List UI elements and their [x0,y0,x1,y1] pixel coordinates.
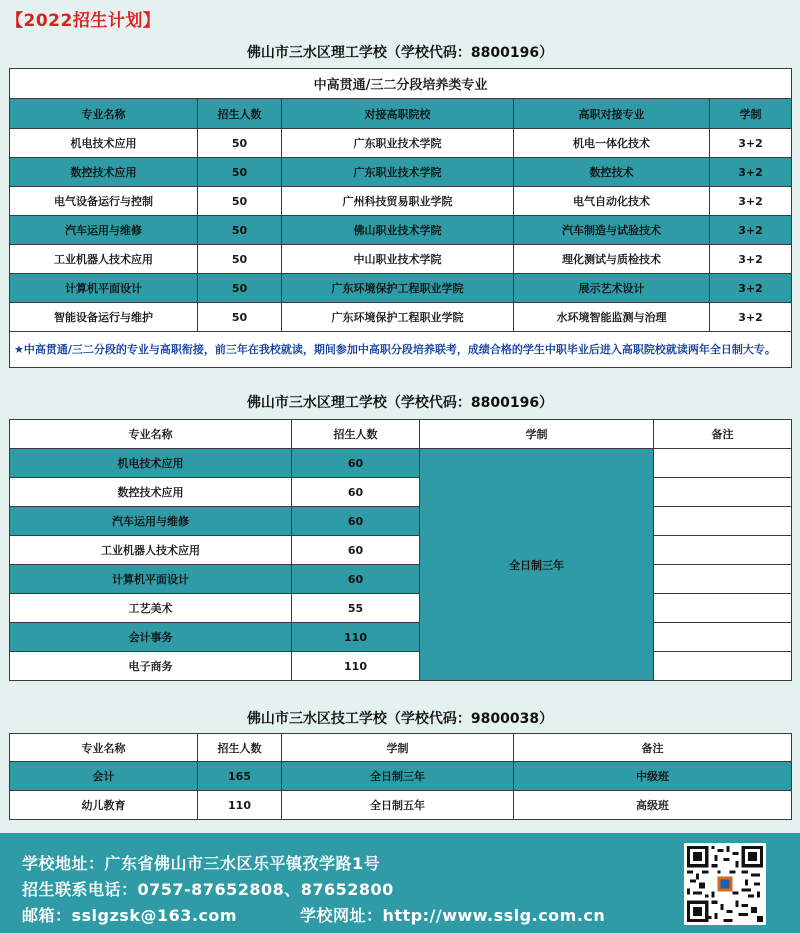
cell-duration: 3+2 [710,274,792,303]
table-row [10,507,792,536]
cell-duration: 3+2 [710,187,792,216]
table-row [10,158,792,187]
cell-remarks [654,536,792,565]
cell-enrollment: 60 [292,565,420,594]
section1-table [9,68,792,368]
cell-remarks [654,565,792,594]
cell-partner-major: 水环境智能监测与治理 [514,303,710,332]
col-header-enrollment: 招生人数 [198,734,282,762]
cell-enrollment: 50 [198,129,282,158]
cell-duration: 全日制五年 [282,791,514,820]
cell-college: 中山职业技术学院 [282,245,514,274]
table-row [10,216,792,245]
contact-email: 邮箱：sslgzsk@163.com [22,906,238,925]
col-header-duration: 学制 [420,420,654,449]
cell-remarks [654,449,792,478]
table-row [10,449,792,478]
cell-enrollment: 55 [292,594,420,623]
cell-enrollment: 50 [198,303,282,332]
cell-enrollment: 50 [198,274,282,303]
cell-enrollment: 60 [292,449,420,478]
table-row [10,594,792,623]
cell-duration: 3+2 [710,158,792,187]
col-header-partner-college: 对接高职院校 [282,99,514,129]
col-header-remarks: 备注 [514,734,792,762]
cell-remarks [654,652,792,681]
cell-major: 汽车运用与维修 [10,507,292,536]
cell-major: 机电技术应用 [10,129,198,158]
cell-partner-major: 电气自动化技术 [514,187,710,216]
cell-partner-major: 理化测试与质检技术 [514,245,710,274]
cell-major: 计算机平面设计 [10,274,198,303]
footer-contact-panel [0,833,800,933]
cell-duration: 3+2 [710,303,792,332]
cell-enrollment: 110 [292,623,420,652]
cell-remarks: 高级班 [514,791,792,820]
cell-enrollment: 60 [292,507,420,536]
col-header-duration: 学制 [710,99,792,129]
school-website[interactable]: 学校网址：http://www.sslg.com.cn [300,906,606,925]
cell-partner-major: 展示艺术设计 [514,274,710,303]
cell-major: 工业机器人技术应用 [10,245,198,274]
section3-table [9,733,792,820]
cell-college: 广东环境保护工程职业学院 [282,274,514,303]
cell-major: 计算机平面设计 [10,565,292,594]
section3-school-heading: 佛山市三水区技工学校（学校代码：9800038） [246,711,554,727]
cell-duration: 3+2 [710,216,792,245]
col-header-duration: 学制 [282,734,514,762]
cell-partner-major: 汽车制造与试验技术 [514,216,710,245]
cell-partner-major: 机电一体化技术 [514,129,710,158]
cell-college: 佛山职业技术学院 [282,216,514,245]
cell-major: 工艺美术 [10,594,292,623]
cell-major: 数控技术应用 [10,478,292,507]
cell-college: 广东职业技术学院 [282,158,514,187]
cell-duration: 3+2 [710,245,792,274]
contact-phone: 招生联系电话：0757-87652808、87652800 [22,880,394,899]
cell-major: 电气设备运行与控制 [10,187,198,216]
table-row [10,478,792,507]
cell-enrollment: 50 [198,245,282,274]
cell-college: 广东环境保护工程职业学院 [282,303,514,332]
col-header-partner-major: 高职对接专业 [514,99,710,129]
cell-enrollment: 50 [198,187,282,216]
cell-major: 电子商务 [10,652,292,681]
cell-enrollment: 165 [198,762,282,791]
table-row [10,565,792,594]
school-address: 学校地址：广东省佛山市三水区乐平镇孜学路1号 [22,854,381,873]
cell-enrollment: 110 [198,791,282,820]
cell-major: 幼儿教育 [10,791,198,820]
cell-enrollment: 60 [292,478,420,507]
cell-major: 会计 [10,762,198,791]
table-row [10,791,792,820]
cell-remarks [654,507,792,536]
table-row [10,762,792,791]
section2-school-heading: 佛山市三水区理工学校（学校代码：8800196） [246,395,554,411]
cell-college: 广东职业技术学院 [282,129,514,158]
table-row [10,187,792,216]
cell-enrollment: 50 [198,158,282,187]
table-row [10,623,792,652]
qr-code-icon[interactable] [684,843,766,925]
cell-enrollment: 110 [292,652,420,681]
table-row [10,303,792,332]
cell-remarks [654,594,792,623]
table-row [10,245,792,274]
merged-duration-cell: 全日制三年 [420,449,654,681]
cell-major: 会计事务 [10,623,292,652]
col-header-enrollment: 招生人数 [292,420,420,449]
cell-enrollment: 60 [292,536,420,565]
col-header-remarks: 备注 [654,420,792,449]
cell-duration: 全日制三年 [282,762,514,791]
cell-college: 广州科技贸易职业学院 [282,187,514,216]
section1-footnote: ★中高贯通/三二分段的专业与高职衔接，前三年在我校就读，期间参加中高职分段培养联考，成绩合格的学生中职毕业后进入高职院校就读两年全日制大专。 [10,332,792,368]
cell-enrollment: 50 [198,216,282,245]
section1-school-heading: 佛山市三水区理工学校（学校代码：8800196） [246,45,554,61]
table-row [10,652,792,681]
cell-duration: 3+2 [710,129,792,158]
cell-remarks [654,623,792,652]
col-header-major: 专业名称 [10,420,292,449]
table-row [10,274,792,303]
cell-partner-major: 数控技术 [514,158,710,187]
cell-major: 机电技术应用 [10,449,292,478]
section2-table [9,419,792,681]
col-header-major: 专业名称 [10,734,198,762]
cell-remarks: 中级班 [514,762,792,791]
table-row [10,536,792,565]
cell-major: 智能设备运行与维护 [10,303,198,332]
section1-caption: 中高贯通/三二分段培养类专业 [10,69,792,99]
table-row [10,129,792,158]
cell-major: 数控技术应用 [10,158,198,187]
cell-major: 汽车运用与维修 [10,216,198,245]
cell-major: 工业机器人技术应用 [10,536,292,565]
plan-title: 【2022招生计划】 [6,11,161,31]
col-header-major: 专业名称 [10,99,198,129]
col-header-enrollment: 招生人数 [198,99,282,129]
cell-remarks [654,478,792,507]
